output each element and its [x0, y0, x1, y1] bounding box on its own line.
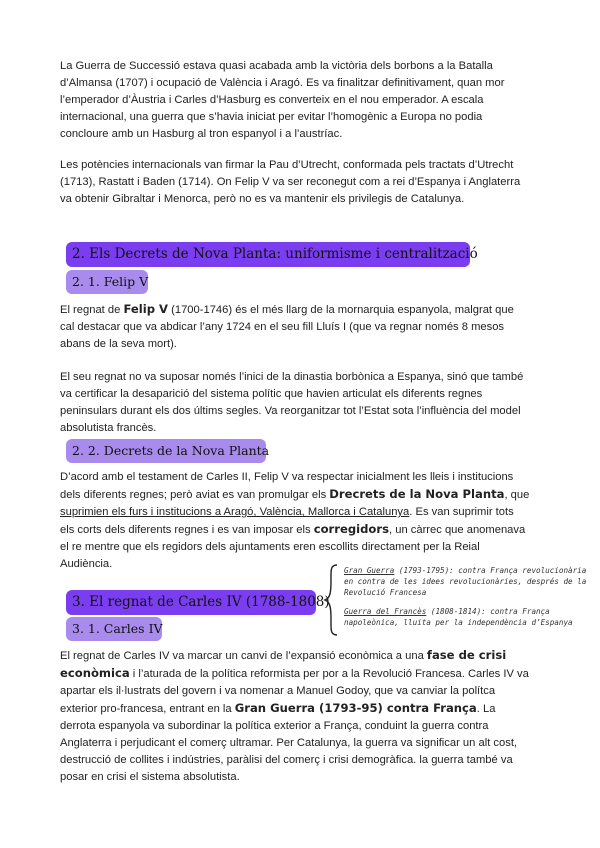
intro-paragraph-1: La Guerra de Successió estava quasi acabada amb la victòria dels borbons a la Batalla d’Almansa (1707) i ocupació de València i Aragó. Es va finalitzar definitivament, quan mor l’emperador d’Àustria i Carles d’Hasburg es converteix en el nou emperador. A escala internacional, una guerra que s’havia iniciat per evitar l’homogènic a Europa no podia concloure amb un Hasburg al tron espanyol i a l’austríac.: [60, 60, 505, 140]
subsection-2-1-heading: 2. 1. Felip V: [66, 270, 148, 294]
felip-v-paragraph-2: El seu regnat no va suposar només l’inici de la dinastia borbònica a Espanya, sinó que també va certificar la desaparició del sistema polític que havien articulat els diferents regnes peninsulars durant els dos últims segles. Va reorganitzar tot l’Estat sota l’influència del model absolutista francès.: [60, 371, 524, 434]
section-2-heading: 2. Els Decrets de Nova Planta: uniformisme i centralització: [66, 242, 470, 267]
felip-v-paragraph-1: El regnat de Felip V (1700-1746) és el més llarg de la mornarquia espanyola, malgrat que cal destacar que va abdicar l’any 1724 en el seu fill Lluís I (que va regnar només 8 mesos abans de la seva mort).: [60, 302, 514, 350]
intro-paragraph-2: Les potències internacionals van firmar la Pau d’Utrecht, conformada pels tractats d’Utrecht (1713), Rastatt i Baden (1714). On Felip V va ser reconegut com a rei d’Espanya i Anglaterra va obtenir Gibraltar i Menorca, però no es va mantenir els privilegis de Catalunya.: [60, 159, 521, 205]
decrets-paragraph: D’acord amb el testament de Carles II, Felip V va respectar inicialment les lleis i institucions dels diferents regnes; però aviat es van promulgar els Drecrets de la Nova Planta, que suprimien els furs i institucions a Aragó, València, Mallorca i Catalunya. Es van suprimir tots els corts dels diferents regnes i es van imposar els corregidors, un càrrec que anomenava el re mentre que els regidors dels ajuntaments eren escollits directament per la Reial Audiència.: [60, 471, 530, 570]
curly-brace-icon: [322, 563, 340, 637]
carles-iv-paragraph: El regnat de Carles IV va marcar un canvi de l’expansió econòmica a una fase de crisi econòmica i l’aturada de la política reformista per por a la Revolució Francesa. Carles IV va apartar els il·lustrats del govern i va nomenar a Manuel Godoy, que va canviar la polítca exterior pro-francesa, entrant en la Gran Guerra (1793-95) contra França. La derrota espanyola va subordinar la política exterior a França, conduint la guerra contra Anglaterra i perjudicant el comerç ultramar. Per Catalunya, la guerra va significar un alt cost, destrucció de collites i indústries, paràlisi del comerç i crisi demogràfica. la guerra també va posar en crisi el sistema absolutista.: [60, 648, 529, 783]
section-3-heading: 3. El regnat de Carles IV (1788-1808): [66, 590, 316, 615]
side-note-gran-guerra: Gran Guerra (1793-1795): contra França revolucionària en contra de les idees revolucionàries, després de la Revolució Francesa: [344, 566, 587, 597]
side-note-guerra-frances: Guerra del Francès (1808-1814): contra França napoleònica, lluita per la independència d’Espanya: [344, 607, 573, 627]
subsection-3-1-heading: 3. 1. Carles IV: [66, 617, 162, 641]
subsection-2-2-heading: 2. 2. Decrets de la Nova Planta: [66, 439, 266, 463]
